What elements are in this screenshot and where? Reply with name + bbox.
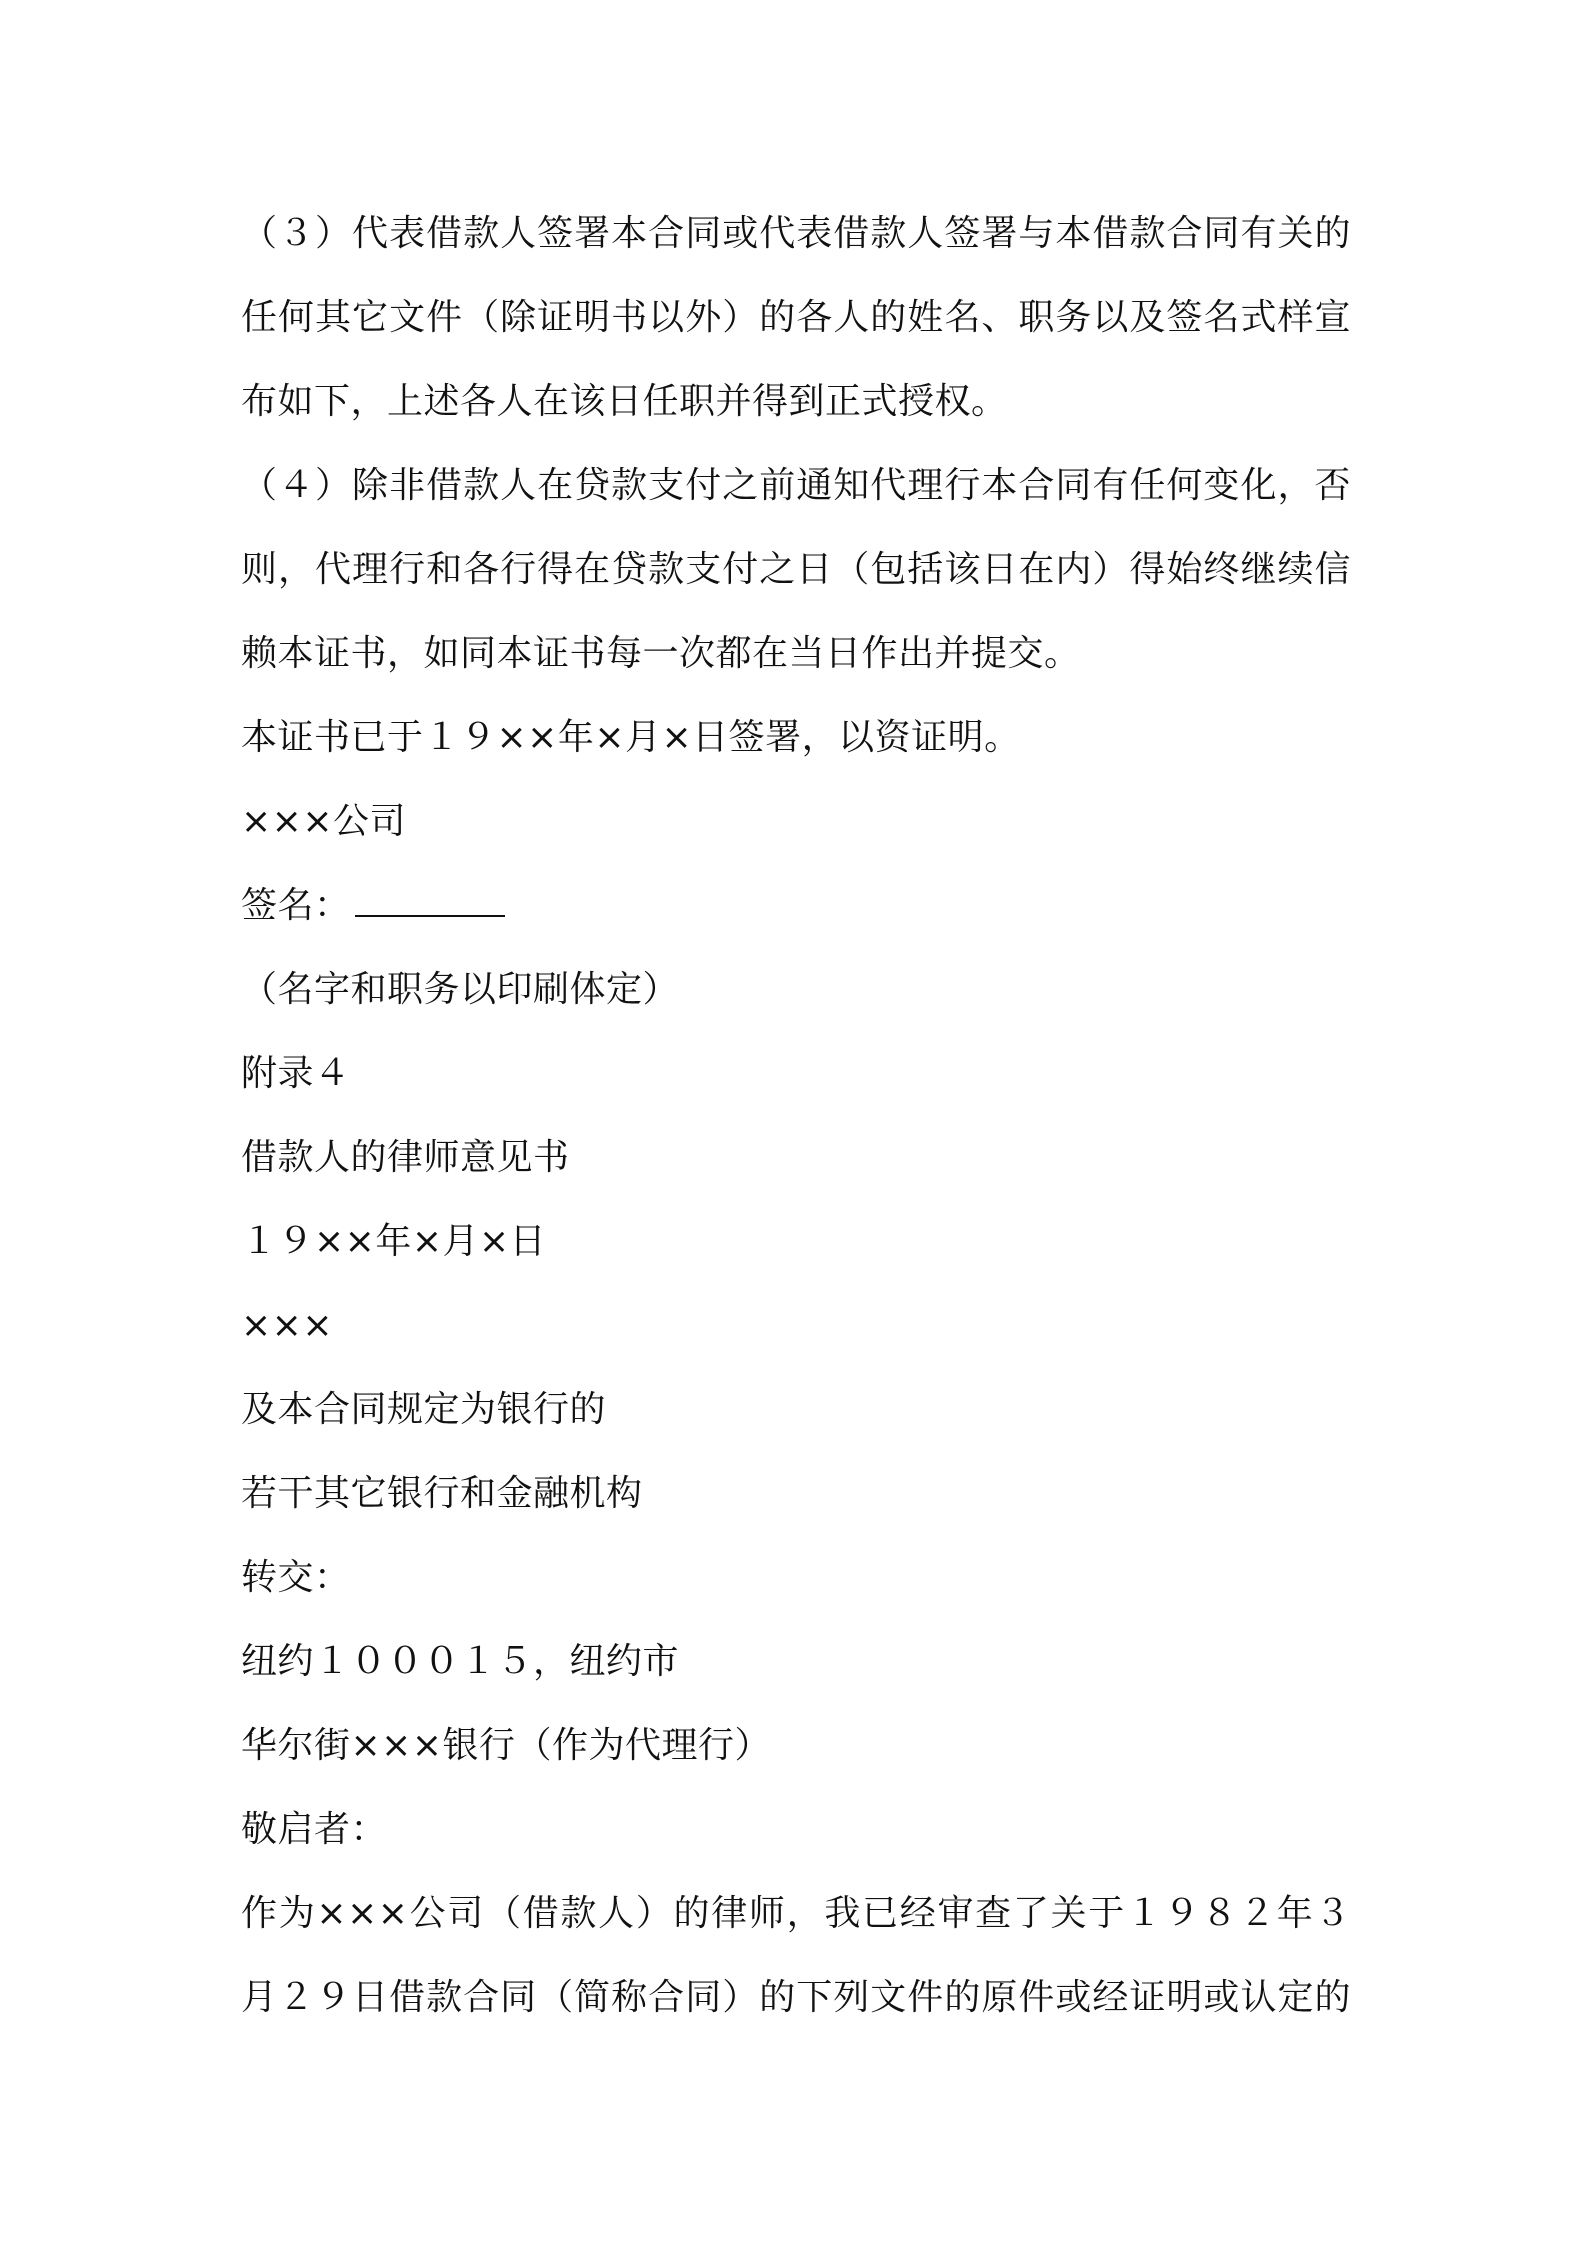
document-page: [241, 192, 1351, 2040]
opinion-body-line-2: 月２９日借款合同（简称合同）的下列文件的原件或经证明或认定的: [241, 1977, 1351, 2018]
opinion-date: １９××年×月×日: [241, 1221, 547, 1262]
signature-blank: [355, 889, 505, 917]
appendix-heading: 附录４: [241, 1053, 351, 1094]
opinion-body-line-1: 作为×××公司（借款人）的律师，我已经审查了关于１９８２年３: [241, 1893, 1351, 1934]
address-bank: 华尔街×××银行（作为代理行）: [241, 1725, 771, 1766]
signature-line: [241, 864, 1351, 948]
paragraph-3-line-3: 布如下，上述各人在该日任职并得到正式授权。: [241, 381, 1008, 422]
paragraph-4-line-2: 则，代理行和各行得在贷款支付之日（包括该日在内）得始终继续信: [241, 549, 1351, 590]
addressee-line-1: 及本合同规定为银行的: [241, 1389, 607, 1430]
addressee-line-2: 若干其它银行和金融机构: [241, 1473, 643, 1514]
salutation: 敬启者：: [241, 1809, 388, 1850]
paragraph-3-line-1: （３）代表借款人签署本合同或代表借款人签署与本借款合同有关的: [241, 213, 1351, 254]
opinion-title: 借款人的律师意见书: [241, 1137, 570, 1178]
paragraph-4-line-1: （４）除非借款人在贷款支付之前通知代理行本合同有任何变化，否: [241, 465, 1351, 506]
addressee-name: ×××: [241, 1305, 333, 1346]
paragraph-4-line-3: 赖本证书，如同本证书每一次都在当日作出并提交。: [241, 633, 1081, 674]
paragraph-3-line-2: 任何其它文件（除证明书以外）的各人的姓名、职务以及签名式样宣: [241, 297, 1351, 338]
company-name: ×××公司: [241, 801, 406, 842]
signature-label: 签名：: [241, 885, 351, 926]
address-city: 纽约１０００１５，纽约市: [241, 1641, 680, 1682]
certificate-signed-statement: 本证书已于１９××年×月×日签署，以资证明。: [241, 717, 1021, 758]
care-of-label: 转交：: [241, 1557, 351, 1598]
name-and-title-note: （名字和职务以印刷体定）: [241, 969, 680, 1010]
